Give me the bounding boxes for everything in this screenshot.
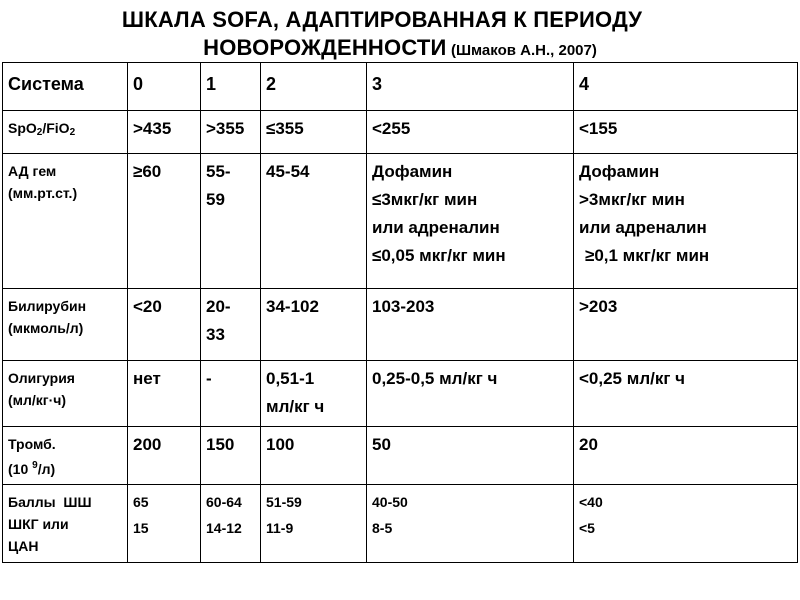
bilirubin-score-1: 20- 33 [201, 289, 261, 361]
oliguria-score-1: - [201, 361, 261, 427]
scores-score-0: 65 15 [128, 485, 201, 563]
title-line-2 [0, 34, 800, 65]
oliguria-score-3: 0,25-0,5 мл/кг ч [367, 361, 574, 427]
header-cell-1: 1 [201, 63, 261, 111]
scores-score-1: 60-64 14-12 [201, 485, 261, 563]
bilirubin-score-0: <20 [128, 289, 201, 361]
header-row [3, 63, 798, 111]
sofa-table [2, 62, 798, 563]
platelets-score-1: 150 [201, 427, 261, 485]
oliguria-score-4: <0,25 мл/кг ч [574, 361, 798, 427]
scores-label-cell: Баллы ШШ ШКГ или ЦАН [3, 485, 128, 563]
platelets-row [3, 427, 798, 485]
platelets-label-cell: Тромб. (10 $^9$/л) [3, 427, 128, 485]
spo2-score-2: ≤355 [261, 111, 367, 154]
oliguria-score-0: нет [128, 361, 201, 427]
spo2-score-3: <255 [367, 111, 574, 154]
bp-row [3, 154, 798, 289]
oliguria-label-cell: Олигурия (мл/кг·ч) [3, 361, 128, 427]
spo2-score-0: >435 [128, 111, 201, 154]
scores-row [3, 485, 798, 563]
header-cell-4: 4 [574, 63, 798, 111]
bilirubin-label-cell: Билирубин (мкмоль/л) [3, 289, 128, 361]
platelets-score-3: 50 [367, 427, 574, 485]
bp-score-1: 55- 59 [201, 154, 261, 289]
spo2-label: SpO$_2$/FiO$_2$ [8, 120, 76, 138]
bilirubin-score-3: 103-203 [367, 289, 574, 361]
bp-score-3: Дофамин ≤3мкг/кг мин или адреналин ≤0,05 мкг/кг мин [367, 154, 574, 289]
bp-score-2: 45-54 [261, 154, 367, 289]
bp-label-cell [3, 154, 128, 289]
bilirubin-row [3, 289, 798, 361]
platelets-score-0: 200 [128, 427, 201, 485]
slide-title [0, 6, 800, 65]
header-cell-2: 2 [261, 63, 367, 111]
title-source: (Шмаков А.Н., 2007) [450, 42, 597, 59]
header-cell-system: Система [3, 63, 128, 111]
scores-score-2: 51-59 11-9 [261, 485, 367, 563]
platelets-score-4: 20 [574, 427, 798, 485]
spo2-score-1: >355 [201, 111, 261, 154]
bilirubin-score-2: 34-102 [261, 289, 367, 361]
spo2-label-cell [3, 111, 128, 154]
bp-label-line: АД гем [8, 163, 57, 179]
spo2-score-4: <155 [574, 111, 798, 154]
header-cell-0: 0 [128, 63, 201, 111]
scores-score-4: <40 <5 [574, 485, 798, 563]
oliguria-row [3, 361, 798, 427]
bp-score-0: ≥60 [128, 154, 201, 289]
bilirubin-score-4: >203 [574, 289, 798, 361]
title-main-text: НОВОРОЖДЕННОСТИ [203, 35, 447, 60]
scores-score-3: 40-50 8-5 [367, 485, 574, 563]
oliguria-score-2: 0,51-1 мл/кг ч [261, 361, 367, 427]
bp-label-units: (мм.рт.ст.) [8, 185, 78, 201]
header-cell-3: 3 [367, 63, 574, 111]
platelets-score-2: 100 [261, 427, 367, 485]
bp-score-4: Дофамин >3мкг/кг мин или адреналин ≥0,1 мкг/кг мин [574, 154, 798, 289]
spo2-row [3, 111, 798, 154]
title-line-1: ШКАЛА SOFA, АДАПТИРОВАННАЯ К ПЕРИОДУ [121, 7, 643, 32]
